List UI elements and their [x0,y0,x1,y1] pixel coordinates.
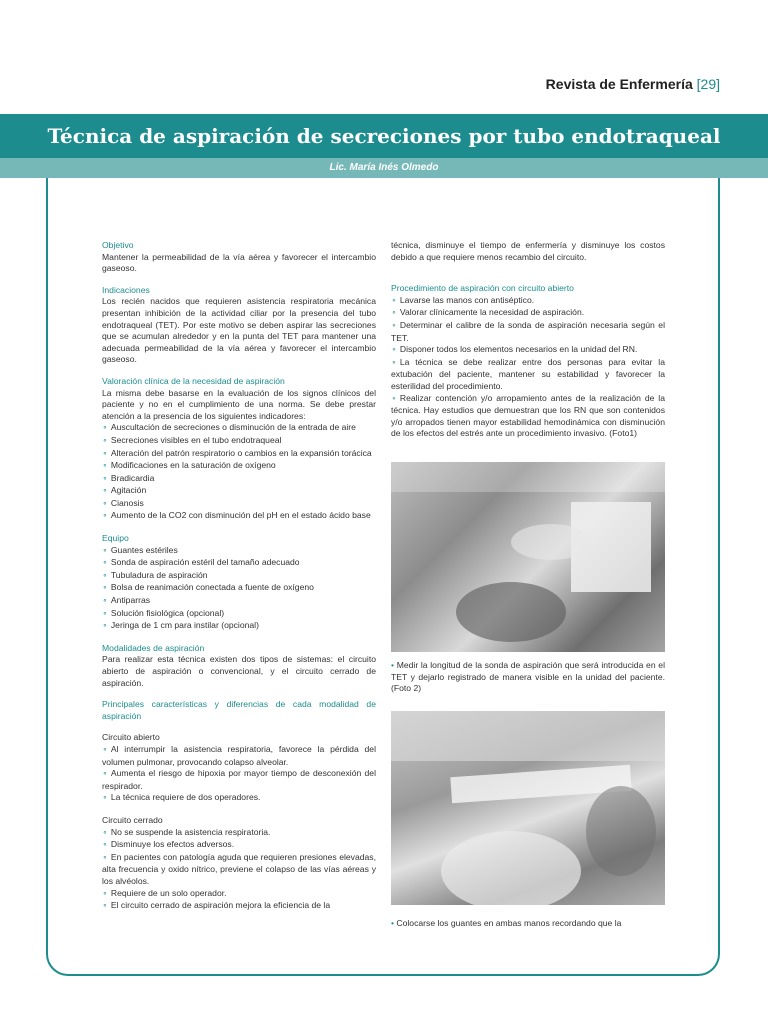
author-bar [0,158,768,178]
list-item: ⚬ Al interrumpir la asistencia respiratoria, favorece la pérdida del volumen pulmonar, provocando colapso alveolar. [102,744,376,768]
list-item: ⚬ La técnica requiere de dos operadores. [102,792,376,805]
heading-principales: Principales características y diferencias de cada modalidad de aspiración [102,699,376,721]
text-objetivo: Mantener la permeabilidad de la vía aérea y favorecer el intercambio gaseoso. [102,251,376,274]
list-procedimiento [391,295,665,440]
photo-2-tube-measurement [391,711,665,905]
photo-1-neonate-containment [391,462,665,652]
article-title: Técnica de aspiración de secreciones por tubo endotraqueal [47,124,721,148]
heading-valoracion: Valoración clínica de la necesidad de aspiración [102,375,285,386]
list-item: ⚬ Requiere de un solo operador. [102,888,376,901]
caption-photo-1: • Medir la longitud de la sonda de aspiración que será introducida en el TET y dejarlo registrado de manera visible en la unidad del paciente. (Foto 2) [391,660,665,694]
list-item: ⚬ Modificaciones en la saturación de oxígeno [102,460,376,473]
list-item: ⚬ El circuito cerrado de aspiración mejora la eficiencia de la [102,900,376,913]
journal-name: Revista de Enfermería [545,76,693,92]
list-item: ⚬ Guantes estériles [102,545,376,558]
list-item: ⚬ Determinar el calibre de la sonda de aspiración necesaria según el TET. [391,320,665,344]
list-item: ⚬ Realizar contención y/o arropamiento antes de la realización de la técnica. Hay estudios que demuestran que los RN que son contenidos y/o arropados tienen mayor estabilidad hemodinámica con disminución de los efectos del estrés ante un procedimiento invasivo. (Foto1) [391,393,665,440]
page-number: [29] [696,76,720,92]
list-item: ⚬ En pacientes con patología aguda que requieren presiones elevadas, alta frecuencia y oxido nítrico, previene el colapso de las vías aéreas y los alvéolos. [102,852,376,888]
heading-circuito-abierto: Circuito abierto [102,732,160,743]
heading-objetivo: Objetivo [102,240,134,250]
list-item: ⚬ Aumenta el riesgo de hipoxia por mayor tiempo de desconexión del respirador. [102,768,376,792]
list-item: ⚬ Jeringa de 1 cm para instilar (opcional) [102,620,376,633]
heading-equipo: Equipo [102,533,129,544]
text-indicaciones: Los recién nacidos que requieren asistencia respiratoria mecánica presentan inhibición de la actividad ciliar por la presencia del tubo endotraqueal (TET). Por este motivo se deben aspirar las secreciones que se acumulan alrededor y en la punta del TET para mantener una adecuada permeabilidad de la vía aérea y favorecer el intercambio gaseoso. [102,296,376,365]
list-valoracion [102,422,376,523]
photo-2-illustration [391,711,665,905]
list-cerrado [102,827,376,913]
list-item: ⚬ Bradicardia [102,473,376,486]
list-item: ⚬ Disminuye los efectos adversos. [102,839,376,852]
text-continuation: técnica, disminuye el tiempo de enfermería y disminuye los costos debido a que requiere menos recambio del circuito. [391,240,665,262]
left-column [102,240,376,913]
heading-indicaciones: Indicaciones [102,284,150,295]
list-item: ⚬ Agitación [102,485,376,498]
list-abierto [102,744,376,805]
list-item: ⚬ Sonda de aspiración estéril del tamaño adecuado [102,557,376,570]
list-item: ⚬ Lavarse las manos con antiséptico. [391,295,665,308]
list-item: ⚬ Bolsa de reanimación conectada a fuente de oxígeno [102,582,376,595]
heading-circuito-cerrado: Circuito cerrado [102,814,163,825]
list-item: ⚬ La técnica se debe realizar entre dos personas para evitar la extubación del paciente, mantener su estabilidad y favorecer la esterilidad del procedimiento. [391,357,665,393]
heading-modalidades: Modalidades de aspiración [102,642,205,653]
list-equipo [102,545,376,633]
list-item: ⚬ Valorar clínicamente la necesidad de aspiración. [391,307,665,320]
list-item: ⚬ Secreciones visibles en el tubo endotraqueal [102,435,376,448]
list-item: ⚬ Aumento de la CO2 con disminución del pH en el estado ácido base [102,510,376,523]
list-item: ⚬ Cianosis [102,498,376,511]
list-item: ⚬ Antiparras [102,595,376,608]
list-item: ⚬ Auscultación de secreciones o disminución de la entrada de aire [102,422,376,435]
list-item: ⚬ Alteración del patrón respiratorio o cambios en la expansión torácica [102,448,376,461]
caption-2-text: Colocarse los guantes en ambas manos recordando que la [396,918,622,928]
heading-procedimiento: Procedimiento de aspiración con circuito abierto [391,283,574,294]
caption-1-text: Medir la longitud de la sonda de aspiración que será introducida en el TET y dejarlo registrado de manera visible en la unidad del paciente. (Foto 2) [391,660,665,694]
text-modalidades: Para realizar esta técnica existen dos tipos de sistemas: el circuito abierto de aspiración o convencional, y el circuito cerrado de aspiración. [102,654,376,688]
author-name: Lic. María Inés Olmedo [329,162,439,173]
title-bar [0,114,768,158]
caption-photo-2: • Colocarse los guantes en ambas manos recordando que la [391,918,622,928]
journal-header [546,76,720,92]
photo-1-illustration [391,462,665,652]
right-column [391,240,665,440]
list-item: ⚬ Disponer todos los elementos necesarios en la unidad del RN. [391,344,665,357]
text-valoracion: La misma debe basarse en la evaluación de los signos clínicos del paciente y no en el cumplimiento de una norma. Se debe prestar atención a la presencia de los siguientes indicadores: [102,387,376,421]
list-item: ⚬ No se suspende la asistencia respiratoria. [102,827,376,840]
list-item: ⚬ Solución fisiológica (opcional) [102,608,376,621]
list-item: ⚬ Tubuladura de aspiración [102,570,376,583]
